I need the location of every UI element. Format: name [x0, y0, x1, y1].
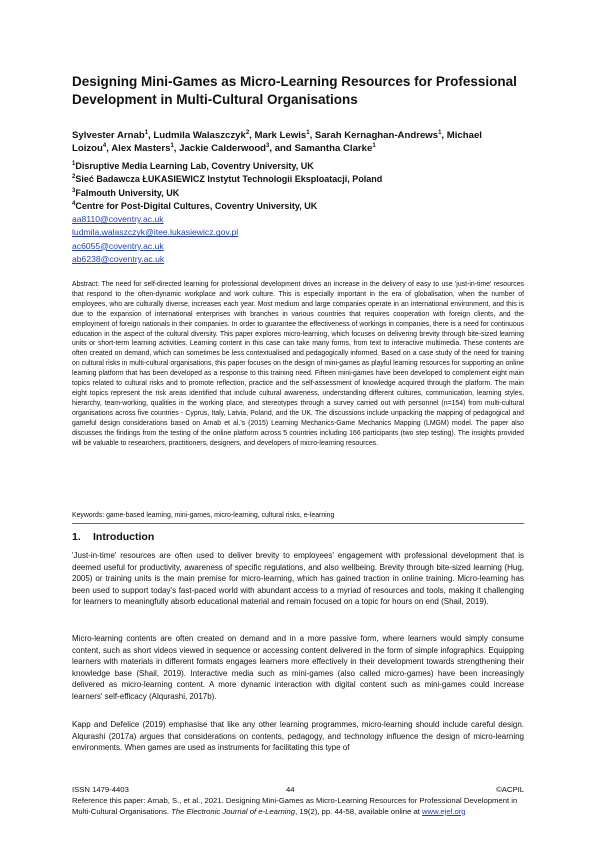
- affiliation-list: [72, 160, 532, 213]
- body-paragraph: Kapp and Defelice (2019) emphasise that like any other learning programmes, micro-learning should include careful design. Alqurashi (2017a) argues that considerations on contents, pedagogy, and technology influence the design of micro-learning environments. When games are used as instruments for facilitating this type of: [72, 720, 524, 753]
- abstract-text: : The need for self-directed learning for professional development drives an increase in the delivery of easy to use 'just-in-time' resources that respond to the often-dynamic workplace and work culture. This is especially important in the era of globalisation, when the number of employees, who are culturally diverse, increases each year. Most medium and large companies operate in an international environment, and this is due to the expansion of international enterprises with branches in various countries that requires cooperation with foreign clients, and the employment of foreign nationals in their companies. In order to guarantee the effectiveness of workings in companies, there is a need for continuous education in the aspect of the cultural diversity. This paper explores micro-learning, which focuses on delivering brevity through bite-sized learning units or short-term learning activities. Learning content in this case can take many forms, from text to interactive multimedia. These contents are often created on demand, which can sometimes be less contextualised and pedagogically informed. Based on a case study of the need for training on cultural risks in multi-cultural organisations, this paper focuses on the design of mini-games as playful learning resources for supporting an online learning platform that has been developed as a response to this training need. Fifteen mini-games have been developed to complement eight main topics related to cultural risks and to promote reflection, practice and the self-assessment of knowledge acquired through the platform. The main eight topics represent the risk areas identified that include cultural awareness, understanding different cultures, communication, learning styles, hierarchy, team-working, qualities in the working place, and stereotypes through a survey carried out with personnel (n=154) from multi-cultural organisations across five countries - Cyprus, Italy, Latvia, Poland, and the UK. The discussions include unpacking the mapping of pedagogical and gameful design considerations based on Arnab et al.'s (2015) Learning Mechanics-Game Mechanics Mapping (LMGM) model. The paper also discusses the findings from the testing of the online platform across 5 countries including 166 participants (two step testing). The insights provided will be valuable to researchers, practitioners, designers, and developers of micro-learning resources.: [72, 281, 524, 447]
- author-affiliation-mark: 3: [266, 143, 270, 150]
- keywords-text: : game-based learning, mini-games, micro-learning, cultural risks, e-learning: [102, 512, 335, 519]
- paper-title: Designing Mini-Games as Micro-Learning Resources for Professional Development in Multi-Cultural Organisations: [72, 74, 517, 107]
- affiliation-mark: 1: [72, 161, 76, 167]
- page-number: 44: [286, 785, 295, 794]
- author-separator: ,: [441, 130, 447, 141]
- section-heading: [72, 531, 154, 543]
- author-affiliation-mark: 2: [245, 129, 250, 136]
- journal-name: The Electronic Journal of e-Learning: [171, 806, 296, 816]
- affiliation-text: Falmouth University, UK: [75, 187, 180, 198]
- keywords: [72, 511, 524, 521]
- author-email-link[interactable]: ac6055@coventry.ac.uk: [72, 240, 164, 251]
- author-separator: , and: [269, 143, 295, 155]
- page-footer: [72, 785, 524, 818]
- author-affiliation-mark: 1: [438, 129, 442, 136]
- affiliation: [72, 200, 532, 213]
- abstract-label: Abstract: [72, 281, 98, 288]
- citation-text: Reference this paper: Arnab, S., et al., 2021. Designing Mini-Games as Micro-Learning Resources for Professional Development in Multi-Cultural Organisations.: [72, 796, 518, 816]
- affiliation: [72, 187, 532, 200]
- affiliation-text: Disruptive Media Learning Lab, Coventry University, UK: [75, 161, 314, 171]
- citation-text: , 19(2), pp. 44-58, available online at: [295, 806, 422, 816]
- affiliation-mark: 2: [72, 174, 76, 181]
- abstract: [72, 280, 524, 448]
- body-paragraph: Micro-learning contents are often created on demand and in a more passive form, where learners would simply consume content, such as short videos viewed in sequence or accessing content delivered in the form of simple infographics. Equipping learners with materials in different formats engages learners more effectively in their development towards strengthening their knowledge base (Shail, 2019). Interactive media such as mini-games (also called micro-games) have been increasingly delivered as micro-learning content. A more dynamic interaction with digital content such as mini-games could increase learners' self-efficacy (Alqurashi, 2017b).: [72, 634, 524, 701]
- affiliation-text: Centre for Post-Digital Cultures, Coventry University, UK: [75, 200, 318, 211]
- citation-reference: [72, 796, 524, 818]
- issn: ISSN 1479-4403: [72, 785, 129, 794]
- author-name: Sylvester Arnab: [72, 130, 145, 141]
- affiliation-mark: 4: [72, 200, 76, 207]
- author-name: Alex Masters: [111, 143, 171, 155]
- author-affiliation-mark: 1: [372, 143, 376, 150]
- footer-row: [72, 785, 524, 796]
- author-name: Michael Loizou: [72, 130, 482, 155]
- copyright: ©ACPIL: [496, 785, 524, 794]
- keywords-label: Keywords: [72, 512, 103, 519]
- author-separator: ,: [148, 130, 154, 141]
- journal-url-link[interactable]: www.ejel.org: [422, 806, 466, 816]
- author-name: Jackie Calderwood: [179, 143, 267, 155]
- author-name: Sarah Kernaghan-Andrews: [314, 130, 439, 141]
- section-title: Introduction: [93, 531, 155, 543]
- body-paragraph: 'Just-in-time' resources are often used to deliver brevity to employees' engagement with professional development that is deemed useful for productivity, awareness of specific regulations, and also wellbeing. Brevity through bite-sized learning (Hug, 2005) or training units is the main premise for micro-learning, which has gained traction in online training. Micro-learning has been used to support today's fast-paced world with abundant access to a myriad of resources and tools, making it challenging for learners to meaningfully absorb educational material and remain focused on a topic for hours on end (Shail, 2019).: [72, 551, 524, 607]
- author-affiliation-mark: 1: [170, 143, 174, 150]
- affiliation: [72, 173, 532, 186]
- affiliation-mark: 3: [72, 187, 76, 194]
- email-list: [72, 213, 238, 266]
- author-separator: ,: [173, 143, 180, 155]
- affiliation: [72, 160, 532, 173]
- author-affiliation-mark: 4: [102, 143, 107, 150]
- author-email-link[interactable]: ludmila.walaszczyk@itee.lukasiewicz.gov.pl: [72, 227, 239, 238]
- author-separator: ,: [249, 130, 255, 141]
- author-email-link[interactable]: aa8110@coventry.ac.uk: [72, 214, 164, 224]
- author-affiliation-mark: 1: [306, 129, 310, 136]
- affiliation-text: Sieć Badawcza ŁUKASIEWICZ Instytut Technologii Eksploatacji, Poland: [75, 174, 383, 185]
- author-email-link[interactable]: ab6238@coventry.ac.uk: [72, 253, 165, 264]
- author-affiliation-mark: 1: [144, 129, 149, 136]
- author-name: Mark Lewis: [254, 130, 307, 141]
- section-divider: [72, 523, 524, 524]
- author-separator: ,: [309, 130, 315, 141]
- author-name: Samantha Clarke: [294, 143, 373, 155]
- author-separator: ,: [106, 143, 112, 155]
- author-list: [72, 129, 532, 156]
- author-name: Ludmila Walaszczyk: [153, 130, 246, 141]
- section-number: 1.: [72, 531, 81, 543]
